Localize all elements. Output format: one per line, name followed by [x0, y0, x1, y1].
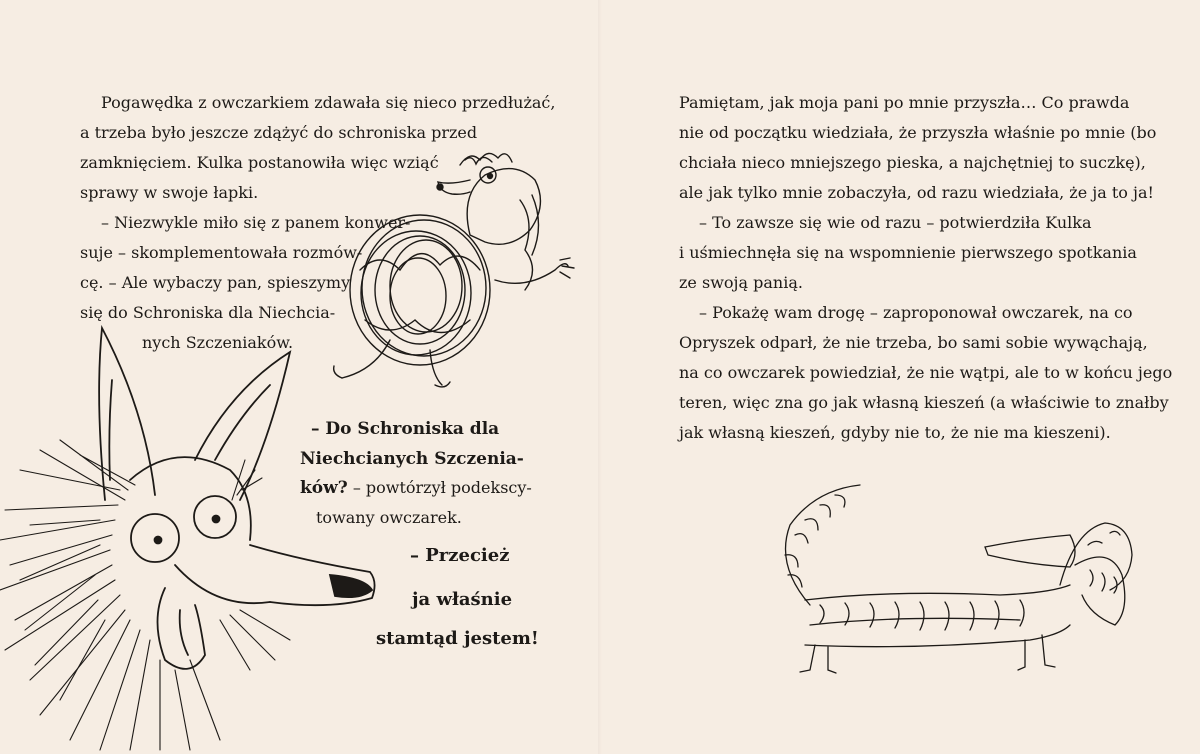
text-line: ale jak tylko mnie zobaczyła, od razu wiedziała, że ja to ja! — [679, 183, 1154, 202]
quote-bold-line: – Do Schroniska dla — [311, 419, 500, 439]
sheepdog-tongue — [158, 588, 206, 669]
text-line: – To zawsze się wie od razu – potwierdziła Kulka — [699, 213, 1092, 232]
text-line: chciała nieco mniejszego pieska, a najchętniej to suczkę), — [679, 153, 1146, 172]
sheepdog-ears — [99, 328, 290, 500]
book-gutter — [598, 0, 602, 754]
sheepdog-head — [130, 457, 375, 605]
text-line: nie od początku wiedziała, że przyszła właśnie po mnie (bo — [679, 123, 1157, 142]
sheepdog-illustration — [0, 320, 390, 754]
text-line: a trzeba było jeszcze zdążyć do schroniska przed — [80, 123, 478, 142]
text-line: sprawy w swoje łapki. — [80, 183, 259, 202]
text-line: nych Szczeniaków. — [142, 333, 294, 352]
dachshund-illustration — [770, 475, 1150, 685]
text-line: Opryszek odparł, że nie trzeba, bo sami sobie wywąchają, — [679, 333, 1148, 352]
text-line: jak własną kieszeń, gdyby nie to, że nie ma kieszeni). — [679, 423, 1111, 442]
text-line: teren, więc zna go jak własną kieszeń (a właściwie to znałby — [679, 393, 1169, 412]
text-line: suje – skomplementowała rozmów- — [80, 243, 363, 262]
text-line: i uśmiechnęła się na wspomnienie pierwszego spotkania — [679, 243, 1137, 262]
exclaim-line: stamtąd jestem! — [376, 628, 539, 649]
sheepdog-eyes — [131, 496, 236, 562]
text-line: się do Schroniska dla Niechcia- — [80, 303, 336, 322]
text-line: Pogawędka z owczarkiem zdawała się nieco przedłużać, — [101, 93, 556, 112]
quote-line: towany owczarek. — [316, 508, 462, 527]
exclaim-line: – Przecież — [410, 545, 510, 566]
text-line: cę. – Ale wybaczy pan, spieszymy — [80, 273, 351, 292]
text-line: zamknięciem. Kulka postanowiła więc wziąć — [80, 153, 439, 172]
dachshund-head — [985, 523, 1132, 625]
quote-bold-word: ków? — [300, 478, 348, 498]
text-line: ze swoją panią. — [679, 273, 803, 292]
text-line: – Pokażę wam drogę – zaproponował owczarek, na co — [699, 303, 1133, 322]
text-line: Pamiętam, jak moja pani po mnie przyszła… Co prawda — [679, 93, 1130, 112]
dachshund-tail — [785, 485, 860, 605]
exclaim-line: ja właśnie — [412, 589, 513, 610]
text-line: – Niezwykle miło się z panem konwer- — [101, 213, 411, 232]
dachshund-body — [805, 585, 1070, 647]
text-line: na co owczarek powiedział, że nie wątpi, ale to w końcu jego — [679, 363, 1173, 382]
quote-tail: – powtórzył podekscy- — [352, 478, 532, 497]
quote-bold-line: Niechcianych Szczenia- — [300, 449, 524, 469]
fluffy-head — [437, 153, 540, 290]
